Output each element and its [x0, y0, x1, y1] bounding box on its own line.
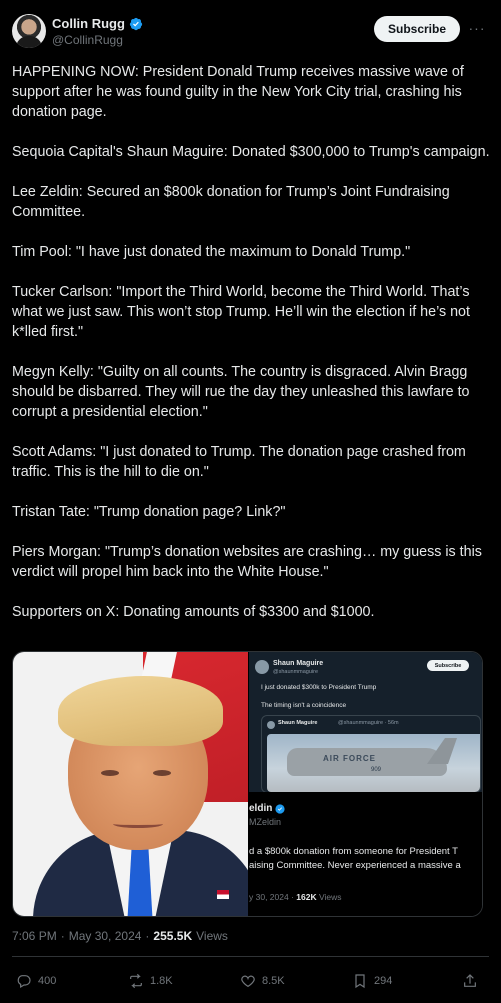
meta-separator: ·: [60, 929, 65, 943]
screenshot-name: Shaun Maguire: [273, 660, 324, 667]
screenshot-meta: [249, 892, 341, 902]
tweet-time[interactable]: 7:06 PM: [12, 929, 57, 943]
verified-badge-icon: [129, 17, 143, 31]
like-button[interactable]: [240, 968, 285, 994]
screenshot-avatar: [255, 660, 269, 674]
screenshot-maguire[interactable]: [249, 652, 483, 792]
screenshot-handle: MZeldin: [249, 817, 282, 827]
tweet-paragraph: Supporters on X: Donating amounts of $3300 and $1000.: [12, 604, 375, 620]
quote-avatar: [267, 721, 275, 729]
screenshot-zeldin[interactable]: [249, 793, 483, 917]
tweet-paragraph: Tim Pool: "I have just donated the maximum to Donald Trump.": [12, 244, 411, 260]
divider: [12, 956, 489, 957]
screenshot-name: [249, 803, 285, 814]
tweet-paragraph: Lee Zeldin: Secured an $800k donation for Trump’s Joint Fundraising Committee.: [12, 184, 454, 220]
reply-button[interactable]: [16, 968, 56, 994]
subscribe-button[interactable]: Subscribe: [374, 16, 460, 42]
screenshot-views-count: 162K: [296, 892, 317, 902]
heart-icon: [240, 973, 256, 989]
screenshot-text: I just donated $300k to President Trump: [261, 684, 377, 691]
tweet-date[interactable]: May 30, 2024: [68, 929, 142, 943]
plane-label: AIR FORCE: [323, 754, 376, 763]
verified-badge-icon: [275, 804, 285, 814]
air-force-plane-image: [267, 734, 481, 792]
tweet-paragraph: Piers Morgan: "Trump’s donation websites are crashing… my guess is this verdict will propel him back into the White House.": [12, 544, 486, 580]
plane-number: 909: [371, 767, 382, 773]
share-button[interactable]: [462, 968, 478, 994]
author-avatar[interactable]: [12, 14, 46, 48]
repost-button[interactable]: [128, 968, 173, 994]
reply-count: 400: [38, 975, 57, 987]
tweet-paragraph: Sequoia Capital's Shaun Maguire: Donated $300,000 to Trump's campaign.: [12, 144, 490, 160]
share-icon: [462, 973, 478, 989]
tweet-media: [12, 651, 483, 917]
screenshot-views-label: Views: [316, 892, 342, 902]
screenshot-date: y 30, 2024 ·: [249, 892, 297, 902]
quote-name: Shaun Maguire: [278, 720, 318, 726]
tweet-paragraph: Scott Adams: "I just donated to Trump. The donation page crashed from traffic. This is the hill to die on.": [12, 444, 470, 480]
views-label: Views: [196, 929, 228, 943]
bookmark-count: 294: [374, 975, 393, 987]
media-photo-portrait[interactable]: [13, 652, 248, 917]
tweet-paragraph: Megyn Kelly: "Guilty on all counts. The country is disgraced. Alvin Bragg should be disbarred. They will rue the day they unleashed this lawfare to corrupt a presidential election.": [12, 364, 474, 420]
tweet-text: [12, 62, 492, 642]
tweet-actions: [0, 968, 501, 994]
quote-handle: @shaunmmaguire · 56m: [338, 720, 399, 726]
author-display-name[interactable]: Collin Rugg: [52, 16, 125, 31]
bookmark-icon: [352, 973, 368, 989]
tweet-paragraph: Tucker Carlson: "Import the Third World, become the Third World. That’s what we just saw. This won’t stop Trump. He’ll win the election if he’s not k*lled first.": [12, 284, 474, 340]
screenshot-quote-card: [261, 715, 481, 792]
more-options-icon[interactable]: ···: [468, 20, 486, 36]
tweet-header: [0, 0, 501, 60]
bookmark-button[interactable]: [352, 968, 392, 994]
screenshot-subscribe-button: Subscribe: [427, 660, 469, 671]
tweet-paragraph: HAPPENING NOW: President Donald Trump receives massive wave of support after he was found guilty in the New York City trial, crashing his donation page.: [12, 64, 468, 120]
author-handle[interactable]: @CollinRugg: [52, 33, 123, 47]
screenshot-text: d a $800k donation from someone for President T: [249, 846, 458, 857]
tweet-paragraph: Tristan Tate: "Trump donation page? Link?": [12, 504, 286, 520]
repost-icon: [128, 973, 144, 989]
flag-pin-icon: [217, 890, 229, 899]
tweet-meta: [12, 929, 228, 943]
screenshot-text: The timing isn't a coincidence: [261, 702, 347, 709]
screenshot-name-text: eldin: [249, 803, 273, 814]
screenshot-text: aising Committee. Never experienced a massive a: [249, 860, 461, 871]
meta-separator: ·: [145, 929, 150, 943]
reply-icon: [16, 973, 32, 989]
repost-count: 1.8K: [150, 975, 173, 987]
media-screenshots[interactable]: [249, 652, 483, 917]
views-count[interactable]: 255.5K: [153, 929, 193, 943]
screenshot-handle: @shaunmmaguire: [273, 669, 319, 675]
author-name-row[interactable]: [52, 16, 143, 31]
like-count: 8.5K: [262, 975, 285, 987]
